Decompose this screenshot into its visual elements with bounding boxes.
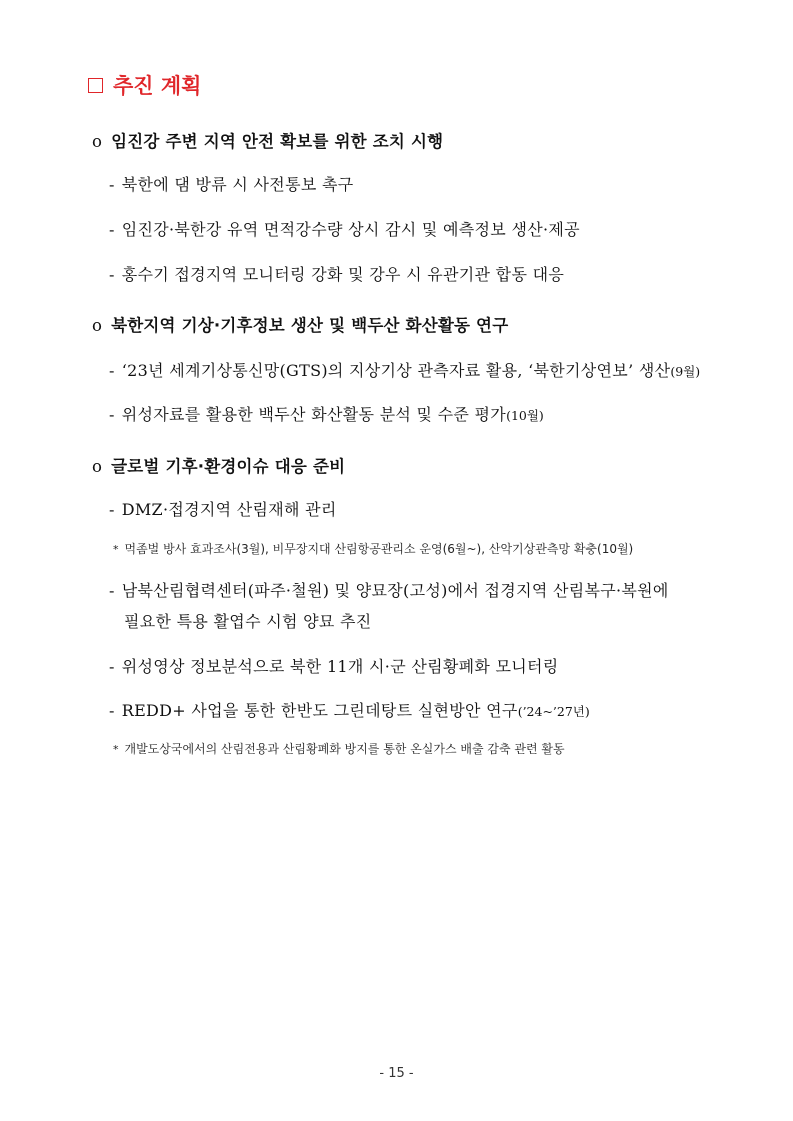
list-item [109, 358, 700, 381]
heading-2 [92, 312, 508, 336]
list-item [109, 172, 353, 195]
dash-marker: - [109, 265, 115, 284]
item-date: (10월) [506, 408, 544, 423]
checkbox-square-icon [88, 78, 103, 93]
asterisk-marker: * [113, 543, 119, 556]
note-text: 개발도상국에서의 산림전용과 산림황폐화 방지를 통한 온실가스 배출 감축 관련 활동 [124, 742, 565, 756]
heading-1 [92, 128, 443, 152]
page-number: - 15 - [379, 1066, 414, 1081]
dash-marker: - [109, 581, 115, 600]
footnote [113, 540, 633, 557]
item-text: 위성자료를 활용한 백두산 화산활동 분석 및 수준 평가 [121, 405, 507, 424]
list-item [109, 497, 337, 520]
section-title-text: 추진 계획 [113, 74, 202, 98]
list-item [109, 578, 669, 601]
item-text: 북한에 댐 방류 시 사전통보 촉구 [121, 175, 354, 194]
bullet-o: o [92, 316, 103, 335]
dash-marker: - [109, 405, 115, 424]
item-date: (9월) [670, 364, 701, 379]
item-text: 위성영상 정보분석으로 북한 11개 시·군 산림황폐화 모니터링 [121, 657, 559, 676]
list-item [109, 217, 580, 240]
asterisk-marker: * [113, 743, 119, 756]
item-date: (’24~’27년) [517, 704, 590, 719]
note-text: 먹좀벌 방사 효과조사(3월), 비무장지대 산림항공관리소 운영(6월~), 산악기상관측망 확충(10월) [124, 542, 634, 556]
item-text: ‘23년 세계기상통신망(GTS)의 지상기상 관측자료 활용, ‘북한기상연보’ 생산 [121, 361, 671, 380]
list-item [109, 698, 590, 721]
dash-marker: - [109, 220, 115, 239]
heading-text: 북한지역 기상·기후정보 생산 및 백두산 화산활동 연구 [111, 316, 509, 335]
dash-marker: - [109, 657, 115, 676]
footnote [113, 740, 565, 757]
heading-3 [92, 453, 345, 477]
item-text: 홍수기 접경지역 모니터링 강화 및 강우 시 유관기관 합동 대응 [121, 265, 565, 284]
list-item [109, 262, 564, 285]
item-text: DMZ·접경지역 산림재해 관리 [121, 500, 337, 519]
dash-marker: - [109, 175, 115, 194]
bullet-o: o [92, 132, 103, 151]
list-item-continuation [124, 609, 372, 632]
dash-marker: - [109, 361, 115, 380]
item-text: 남북산림협력센터(파주·철원) 및 양묘장(고성)에서 접경지역 산림복구·복원에 [121, 581, 669, 600]
item-text: 필요한 특용 활엽수 시험 양묘 추진 [124, 612, 372, 631]
item-text: 임진강·북한강 유역 면적강수량 상시 감시 및 예측정보 생산·제공 [121, 220, 580, 239]
section-title [88, 70, 201, 100]
heading-text: 글로벌 기후·환경이슈 대응 준비 [111, 457, 346, 476]
list-item [109, 654, 559, 677]
item-text: REDD+ 사업을 통한 한반도 그린데탕트 실현방안 연구 [121, 701, 518, 720]
heading-text: 임진강 주변 지역 안전 확보를 위한 조치 시행 [111, 132, 444, 151]
list-item [109, 402, 544, 425]
dash-marker: - [109, 701, 115, 720]
dash-marker: - [109, 500, 115, 519]
bullet-o: o [92, 457, 103, 476]
